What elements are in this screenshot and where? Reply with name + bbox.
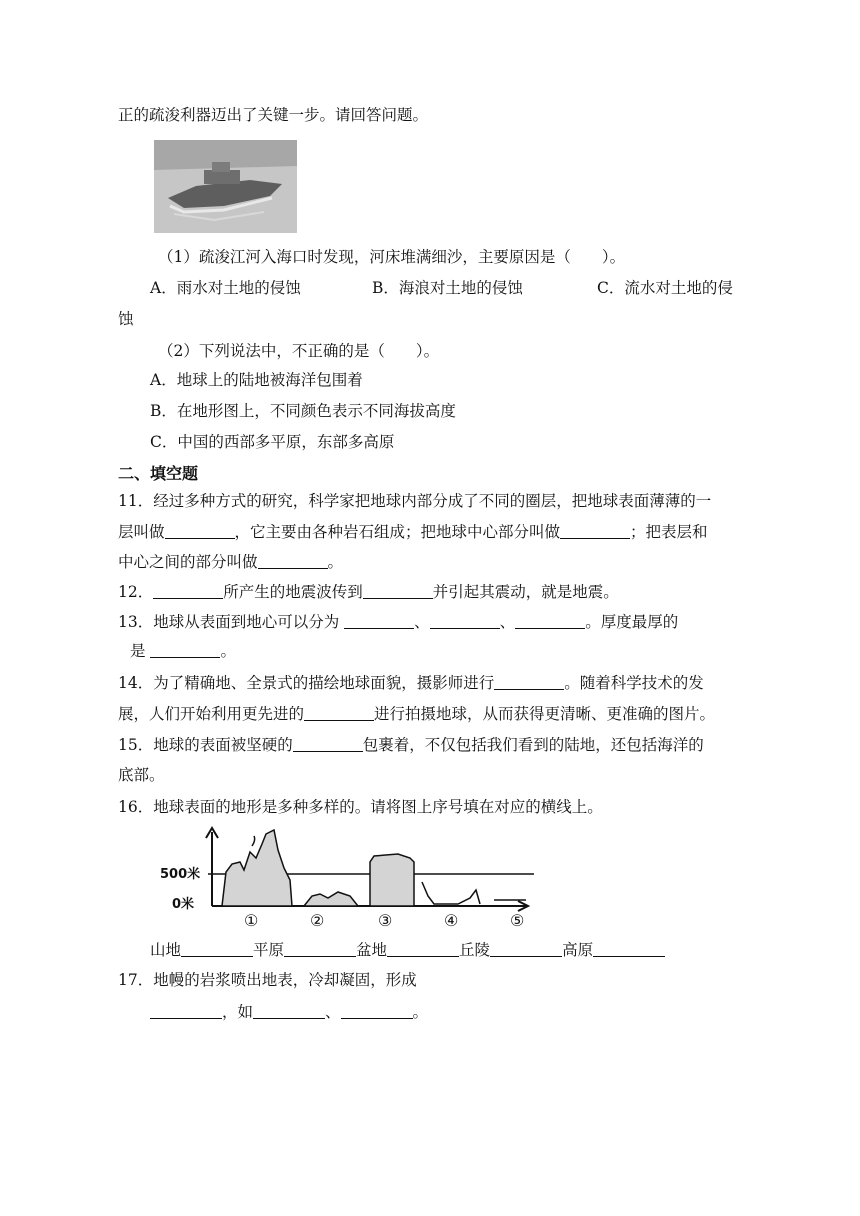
q11-line3 [118,554,343,571]
blank-q13-4[interactable] [150,643,220,658]
blank-q15[interactable] [293,737,363,752]
q17-line2 [150,1004,428,1021]
q11-line2 [118,524,708,541]
intro-tail: 正的疏浚利器迈出了关键一步。请回答问题。 [118,106,429,124]
dredger-ship-photo [154,140,297,233]
q14-text: 。随着科学技术的发 [564,674,704,692]
blank-q17-2[interactable] [253,1004,325,1019]
blank-q17-1[interactable] [150,1004,222,1019]
landform-plateau [370,854,414,906]
q14-line1 [118,675,704,692]
landform-number-3: ③ [378,911,393,930]
landform-number-4: ④ [444,911,459,930]
q14-text: 展，人们开始利用更先进的 [118,705,305,723]
blank-q17-3[interactable] [341,1004,413,1019]
q14-line2 [118,706,715,723]
q10-sub2-option-a: A．地球上的陆地被海洋包围着 [150,371,363,389]
section-heading-fill-blank: 二、填空题 [118,464,199,483]
landform-mountain [222,830,292,906]
blank-crust[interactable] [165,524,235,539]
q16-stem: 16．地球表面的地形是多种多样的。请将图上序号填在对应的横线上。 [118,798,603,816]
landform-basin [422,882,480,904]
q13-text: 是 [130,642,151,660]
q13-sep: 、 [499,613,516,631]
q16-answer-row [150,942,665,959]
label-500m: 500米 [160,867,201,882]
q15-line2: 底部。 [118,766,165,784]
q17-text: 。 [412,1003,429,1021]
q11-line1: 11．经过多种方式的研究，科学家把地球内部分成了不同的圈层，把地球表面薄薄的一 [118,492,712,510]
landform-number-5: ⑤ [510,911,525,930]
q17-text: ，如 [222,1003,254,1021]
q13-line1 [118,614,678,631]
q10-sub2-stem: （2）下列说法中，不正确的是（ ）。 [158,342,440,360]
label-0m: 0米 [172,897,195,912]
q13-text: 13．地球从表面到地心可以分为 [118,613,345,631]
landform-number-2: ② [310,911,325,930]
q13-sep: 、 [414,613,430,631]
q10-sub1-option-a: A．雨水对土地的侵蚀 [150,279,301,297]
blank-q13-3[interactable] [515,614,585,629]
q13-text: 。 [220,642,236,660]
q10-sub1-option-c-wrap: 蚀 [118,310,134,328]
landform-plain [304,892,358,906]
answer-label-plateau: 高原 [562,941,594,959]
q15-line1 [118,737,704,754]
q12-text: 所产生的地震波传到 [223,583,363,601]
q15-text: 15．地球的表面被坚硬的 [118,736,293,754]
landform-number-1: ① [244,911,259,930]
q13-text: 。厚度最厚的 [585,613,679,631]
q11-text: ；把表层和 [630,523,708,541]
blank-q12-2[interactable] [363,584,433,599]
blank-mantle[interactable] [258,554,328,569]
blank-q14-1[interactable] [494,675,564,690]
q13-line2 [130,643,236,660]
q14-text: 进行拍摄地球，从而获得更清晰、更准确的图片。 [374,705,716,723]
blank-plain[interactable] [284,942,356,957]
landform-diagram [158,826,536,930]
q10-sub2-option-c: C．中国的西部多平原，东部多高原 [150,433,395,451]
q17-line1: 17．地幔的岩浆喷出地表，冷却凝固，形成 [118,971,417,989]
blank-q12-1[interactable] [153,584,223,599]
q17-text: 、 [325,1003,341,1021]
blank-q13-1[interactable] [344,614,414,629]
q10-sub1-option-c: C．流水对土地的侵 [597,279,733,297]
blank-plateau[interactable] [593,942,665,957]
q11-text: 层叫做 [118,523,165,541]
answer-label-basin: 盆地 [356,941,388,959]
q11-text: ，它主要由各种岩石组成；把地球中心部分叫做 [234,523,561,541]
blank-basin[interactable] [387,942,459,957]
q12-number: 12． [118,583,154,601]
q11-text: 中心之间的部分叫做 [118,553,258,571]
answer-label-mountain: 山地 [150,941,182,959]
q10-sub1-stem: （1）疏浚江河入海口时发现，河床堆满细沙，主要原因是（ ）。 [158,248,626,266]
blank-hill[interactable] [490,942,562,957]
q10-sub1-option-b: B．海浪对土地的侵蚀 [372,279,523,297]
q15-text: 包裹着，不仅包括我们看到的陆地，还包括海洋的 [362,736,704,754]
blank-q14-2[interactable] [304,706,374,721]
q12-text: 并引起其震动，就是地震。 [432,583,619,601]
blank-core[interactable] [560,524,630,539]
blank-q13-2[interactable] [430,614,500,629]
blank-mountain[interactable] [181,942,253,957]
q14-text: 14．为了精确地、全景式的描绘地球面貌，摄影师进行 [118,674,495,692]
answer-label-hill: 丘陵 [459,941,491,959]
q12-line [118,584,619,601]
answer-label-plain: 平原 [253,941,285,959]
q10-sub2-option-b: B．在地形图上，不同颜色表示不同海拔高度 [150,402,456,420]
q11-text: 。 [327,553,344,571]
